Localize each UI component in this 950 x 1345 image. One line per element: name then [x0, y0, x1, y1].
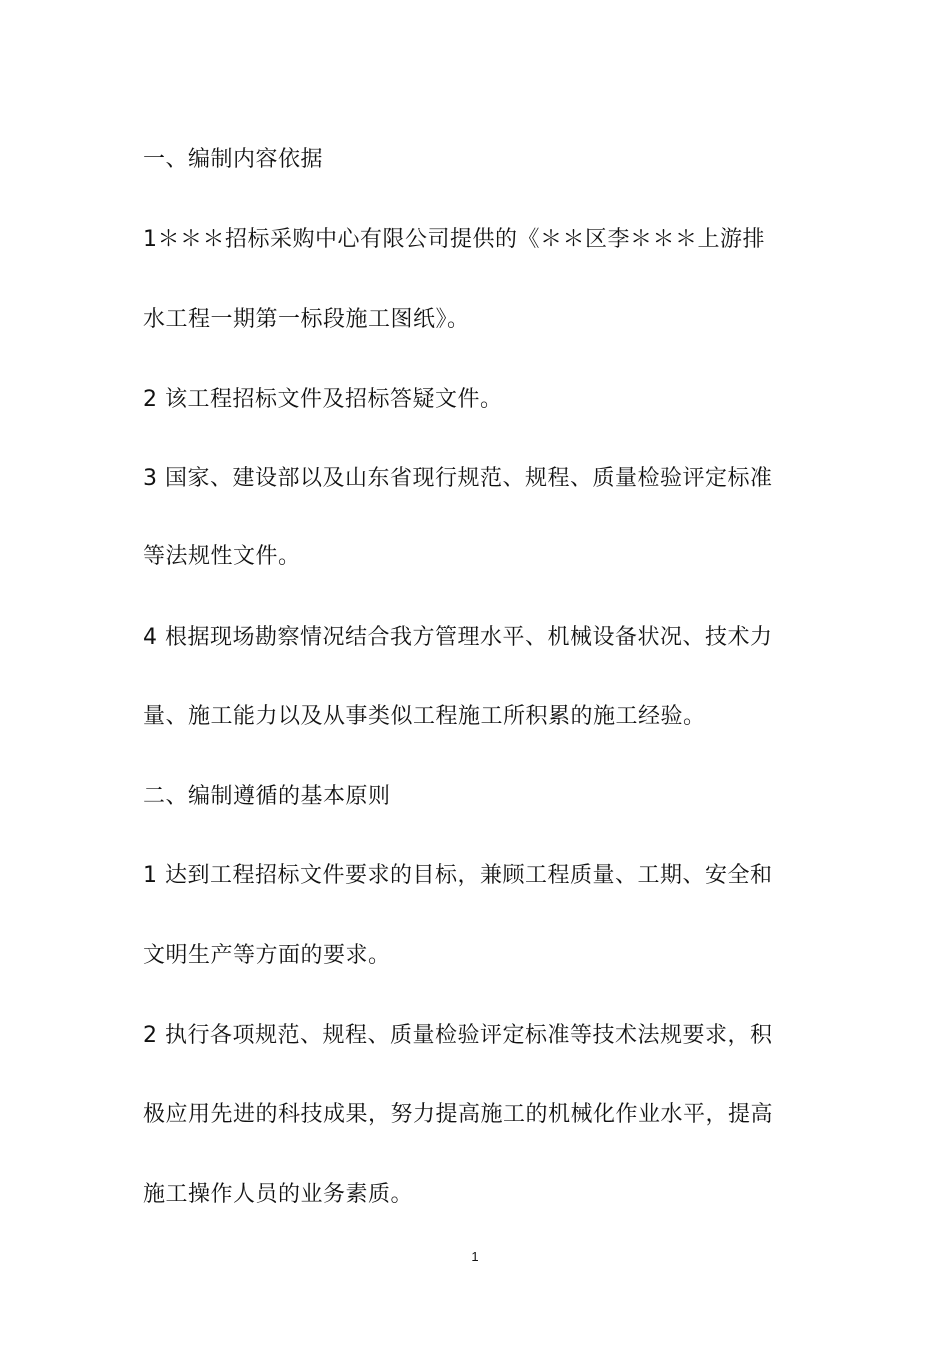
paragraph-line: 施工操作人员的业务素质。 — [143, 1182, 414, 1207]
paragraph-line: 2 执行各项规范、规程、质量检验评定标准等技术法规要求，积 — [143, 1023, 773, 1048]
paragraph-line: 量、施工能力以及从事类似工程施工所积累的施工经验。 — [143, 704, 706, 729]
paragraph-line: 3 国家、建设部以及山东省现行规范、规程、质量检验评定标准 — [143, 466, 773, 491]
paragraph-line: 1 达到工程招标文件要求的目标，兼顾工程质量、工期、安全和 — [143, 863, 773, 888]
paragraph-line: 文明生产等方面的要求。 — [143, 943, 391, 968]
section-heading: 一、编制内容依据 — [143, 147, 324, 172]
paragraph-line: 等法规性文件。 — [143, 544, 301, 569]
paragraph-line: 水工程一期第一标段施工图纸》。 — [143, 307, 470, 332]
paragraph-line: 1＊＊＊招标采购中心有限公司提供的《＊＊区李＊＊＊上游排 — [143, 227, 765, 252]
section-heading: 二、编制遵循的基本原则 — [143, 784, 391, 809]
page-number: 1 — [471, 1249, 479, 1264]
paragraph-line: 4 根据现场勘察情况结合我方管理水平、机械设备状况、技术力 — [143, 625, 773, 650]
paragraph-line: 极应用先进的科技成果，努力提高施工的机械化作业水平，提高 — [143, 1102, 774, 1127]
paragraph-line: 2 该工程招标文件及招标答疑文件。 — [143, 387, 503, 412]
